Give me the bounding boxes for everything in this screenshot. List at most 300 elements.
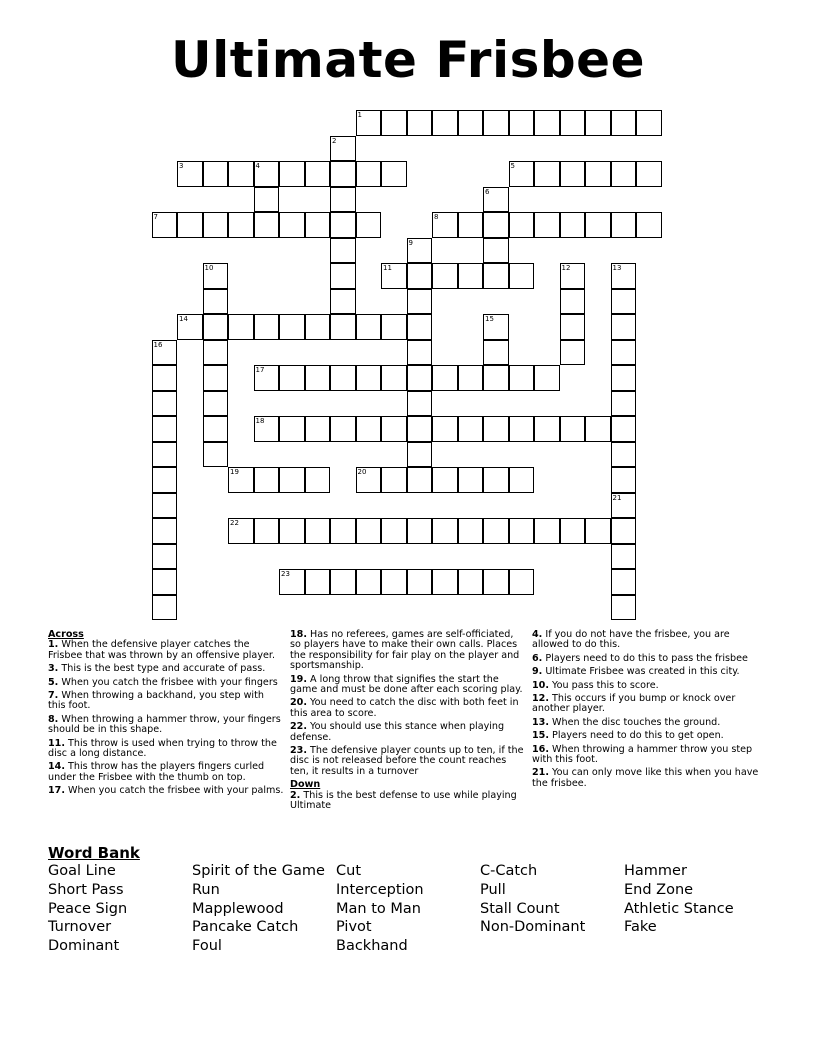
crossword-cell[interactable] bbox=[152, 365, 178, 391]
clue-number-label: 12. bbox=[532, 693, 549, 705]
clue-number: 9 bbox=[408, 238, 413, 247]
clue-number-label: 23. bbox=[290, 745, 307, 757]
clue-item bbox=[48, 762, 284, 783]
crossword-cell[interactable] bbox=[432, 416, 458, 442]
crossword-cell[interactable] bbox=[330, 161, 356, 187]
clue-number: 12 bbox=[561, 264, 571, 272]
crossword-cell[interactable] bbox=[611, 391, 637, 417]
clue-number: 8 bbox=[434, 213, 439, 221]
crossword-cell[interactable] bbox=[636, 161, 662, 187]
crossword-cell[interactable] bbox=[611, 340, 637, 366]
crossword-cell[interactable] bbox=[279, 416, 305, 442]
crossword-cell[interactable] bbox=[177, 212, 203, 238]
crossword-cell[interactable] bbox=[203, 340, 229, 366]
word-bank-word: Peace Sign bbox=[48, 900, 128, 917]
crossword-cell[interactable] bbox=[381, 263, 407, 289]
clue-text: Players need to do this to get open. bbox=[549, 730, 724, 742]
crossword-cell[interactable] bbox=[534, 161, 560, 187]
word-bank-word: Short Pass bbox=[48, 881, 124, 898]
clue-number: 7 bbox=[153, 213, 158, 221]
clue-number: 1 bbox=[357, 111, 362, 119]
crossword-cell[interactable] bbox=[203, 263, 229, 289]
crossword-cell[interactable] bbox=[279, 467, 305, 493]
crossword-cell[interactable] bbox=[330, 289, 356, 315]
crossword-cell[interactable] bbox=[560, 416, 586, 442]
crossword-cell[interactable] bbox=[458, 365, 484, 391]
word-bank-word: Foul bbox=[192, 938, 222, 955]
crossword-cell[interactable] bbox=[432, 518, 458, 544]
crossword-cell[interactable] bbox=[356, 569, 382, 595]
crossword-cell[interactable] bbox=[611, 518, 637, 544]
crossword-cell[interactable] bbox=[254, 212, 280, 238]
clues-column-2 bbox=[290, 630, 525, 815]
crossword-cell[interactable] bbox=[305, 365, 331, 391]
clue-number: 17 bbox=[255, 366, 265, 374]
clue-number: 19 bbox=[230, 468, 239, 476]
crossword-cell[interactable] bbox=[611, 467, 637, 493]
crossword-cell[interactable] bbox=[483, 263, 509, 289]
clue-text: You pass this to score. bbox=[549, 679, 659, 691]
clue-text: When throwing a hammer throw, your fingers should be in this shape. bbox=[48, 713, 281, 736]
word-bank-word: Fake bbox=[624, 919, 657, 936]
crossword-cell[interactable] bbox=[458, 212, 484, 238]
crossword-cell[interactable] bbox=[611, 569, 637, 595]
clue-number-label: 22. bbox=[290, 721, 307, 733]
crossword-cell[interactable] bbox=[407, 442, 433, 468]
crossword-cell[interactable] bbox=[432, 365, 458, 391]
crossword-cell[interactable] bbox=[611, 365, 637, 391]
crossword-cell[interactable] bbox=[381, 110, 407, 136]
crossword-cell[interactable] bbox=[611, 212, 637, 238]
clue-text: This throw is used when trying to throw the disc a long distance. bbox=[48, 737, 277, 760]
crossword-cell[interactable] bbox=[203, 365, 229, 391]
crossword-cell[interactable] bbox=[509, 569, 535, 595]
crossword-cell[interactable] bbox=[534, 416, 560, 442]
word-bank-word: Hammer bbox=[624, 863, 687, 879]
crossword-cell[interactable] bbox=[585, 161, 611, 187]
crossword-cell[interactable] bbox=[432, 467, 458, 493]
clue-number-label: 9. bbox=[532, 666, 543, 678]
clue-number-label: 2. bbox=[290, 789, 301, 801]
crossword-cell[interactable] bbox=[458, 416, 484, 442]
crossword-cell[interactable] bbox=[585, 416, 611, 442]
crossword-cell[interactable] bbox=[305, 314, 331, 340]
clue-item bbox=[290, 791, 525, 812]
word-bank-word: Man to Man bbox=[336, 900, 421, 917]
crossword-cell[interactable] bbox=[407, 416, 433, 442]
crossword-cell[interactable] bbox=[458, 263, 484, 289]
crossword-cell[interactable] bbox=[483, 518, 509, 544]
crossword-cell[interactable] bbox=[611, 263, 637, 289]
crossword-cell[interactable] bbox=[305, 161, 331, 187]
word-bank-column bbox=[192, 862, 325, 956]
crossword-cell[interactable] bbox=[356, 314, 382, 340]
crossword-cell[interactable] bbox=[356, 212, 382, 238]
crossword-cell[interactable] bbox=[203, 442, 229, 468]
crossword-cell[interactable] bbox=[407, 365, 433, 391]
crossword-cell[interactable] bbox=[509, 518, 535, 544]
crossword-cell[interactable] bbox=[560, 263, 586, 289]
crossword-cell[interactable] bbox=[228, 467, 254, 493]
clue-number-label: 3. bbox=[48, 663, 59, 675]
crossword-cell[interactable] bbox=[611, 110, 637, 136]
crossword-cell[interactable] bbox=[458, 110, 484, 136]
crossword-cell[interactable] bbox=[560, 314, 586, 340]
clue-item bbox=[290, 630, 525, 672]
clue-item bbox=[48, 691, 284, 712]
crossword-cell[interactable] bbox=[534, 518, 560, 544]
clue-number: 4 bbox=[255, 162, 260, 170]
crossword-cell[interactable] bbox=[305, 569, 331, 595]
clue-number-label: 7. bbox=[48, 690, 59, 702]
crossword-cell[interactable] bbox=[152, 340, 178, 366]
crossword-cell[interactable] bbox=[432, 110, 458, 136]
crossword-cell[interactable] bbox=[407, 238, 433, 264]
crossword-cell[interactable] bbox=[279, 161, 305, 187]
crossword-cell[interactable] bbox=[560, 110, 586, 136]
crossword-cell[interactable] bbox=[356, 110, 382, 136]
clue-text: This throw has the players fingers curled under the Frisbee with the thumb on top. bbox=[48, 761, 265, 783]
crossword-cell[interactable] bbox=[152, 544, 178, 570]
word-bank-column bbox=[48, 862, 127, 956]
clue-item bbox=[290, 722, 525, 743]
clue-text: You need to catch the disc with both feet in this area to score. bbox=[290, 697, 519, 719]
clue-number: 11 bbox=[383, 264, 392, 272]
clue-number-label: 19. bbox=[290, 673, 307, 685]
crossword-cell[interactable] bbox=[330, 569, 356, 595]
crossword-cell[interactable] bbox=[381, 416, 407, 442]
crossword-cell[interactable] bbox=[509, 365, 535, 391]
crossword-cell[interactable] bbox=[305, 467, 331, 493]
crossword-cell[interactable] bbox=[330, 238, 356, 264]
crossword-cell[interactable] bbox=[483, 365, 509, 391]
clue-number-label: 21. bbox=[532, 767, 549, 779]
crossword-cell[interactable] bbox=[152, 518, 178, 544]
crossword-cell[interactable] bbox=[483, 467, 509, 493]
crossword-cell[interactable] bbox=[254, 314, 280, 340]
clue-item bbox=[290, 675, 525, 696]
word-bank-word: Spirit of the Game bbox=[192, 863, 325, 879]
clue-number: 20 bbox=[357, 468, 367, 476]
crossword-cell[interactable] bbox=[432, 569, 458, 595]
crossword-cell[interactable] bbox=[279, 314, 305, 340]
clue-text: When throwing a hammer throw you step with this foot. bbox=[532, 743, 753, 766]
crossword-cell[interactable] bbox=[330, 314, 356, 340]
crossword-cell[interactable] bbox=[305, 212, 331, 238]
clue-item bbox=[48, 678, 284, 688]
clue-item bbox=[290, 698, 525, 719]
crossword-cell[interactable] bbox=[509, 161, 535, 187]
clue-number: 22 bbox=[230, 519, 239, 527]
clue-number-label: 6. bbox=[532, 652, 543, 664]
word-bank-word: Mapplewood bbox=[192, 900, 284, 917]
clue-number-label: 17. bbox=[48, 785, 65, 797]
crossword-cell[interactable] bbox=[611, 595, 637, 621]
clue-number: 16 bbox=[153, 340, 163, 349]
clue-item bbox=[48, 786, 284, 796]
crossword-cell[interactable] bbox=[152, 391, 178, 417]
crossword-cell[interactable] bbox=[483, 212, 509, 238]
crossword-cell[interactable] bbox=[381, 161, 407, 187]
clue-number-label: 20. bbox=[290, 697, 307, 709]
crossword-cell[interactable] bbox=[585, 518, 611, 544]
word-bank-word: Pivot bbox=[336, 919, 372, 936]
crossword-cell[interactable] bbox=[279, 365, 305, 391]
crossword-cell[interactable] bbox=[228, 314, 254, 340]
crossword-cell[interactable] bbox=[203, 391, 229, 417]
crossword-cell[interactable] bbox=[534, 212, 560, 238]
crossword-cell[interactable] bbox=[483, 340, 509, 366]
crossword-cell[interactable] bbox=[534, 365, 560, 391]
clue-text: You can only move like this when you have the frisbee. bbox=[532, 767, 759, 789]
crossword-cell[interactable] bbox=[407, 569, 433, 595]
word-bank-word: Goal Line bbox=[48, 863, 116, 879]
crossword-cell[interactable] bbox=[356, 518, 382, 544]
clue-item bbox=[48, 664, 284, 674]
clue-number: 13 bbox=[612, 264, 622, 272]
word-bank-word: Backhand bbox=[336, 938, 408, 955]
clue-item bbox=[532, 718, 768, 728]
crossword-cell[interactable] bbox=[560, 518, 586, 544]
crossword-cell[interactable] bbox=[483, 314, 509, 340]
crossword-cell[interactable] bbox=[611, 544, 637, 570]
crossword-cell[interactable] bbox=[330, 365, 356, 391]
crossword-cell[interactable] bbox=[560, 161, 586, 187]
crossword-cell[interactable] bbox=[228, 518, 254, 544]
crossword-cell[interactable] bbox=[407, 467, 433, 493]
crossword-cell[interactable] bbox=[585, 110, 611, 136]
crossword-cell[interactable] bbox=[560, 212, 586, 238]
clue-item bbox=[532, 681, 768, 691]
crossword-cell[interactable] bbox=[636, 212, 662, 238]
crossword-cell[interactable] bbox=[483, 187, 509, 213]
clue-text: When you catch the frisbee with your palms. bbox=[65, 785, 284, 797]
clue-text: This is the best defense to use while playing Ultimate bbox=[290, 789, 517, 812]
clue-text: The defensive player counts up to ten, if the disc is not released before the count reaches ten, it results in a turnover bbox=[290, 745, 524, 777]
crossword-cell[interactable] bbox=[636, 110, 662, 136]
crossword-cell[interactable] bbox=[152, 212, 178, 238]
clue-number: 14 bbox=[179, 315, 188, 323]
crossword-cell[interactable] bbox=[509, 467, 535, 493]
clue-number-label: 15. bbox=[532, 730, 549, 742]
crossword-cell[interactable] bbox=[203, 212, 229, 238]
clue-number: 10 bbox=[204, 264, 214, 272]
crossword-cell[interactable] bbox=[611, 442, 637, 468]
word-bank-word: Non-Dominant bbox=[480, 919, 586, 936]
word-bank-column bbox=[336, 862, 424, 956]
crossword-cell[interactable] bbox=[611, 416, 637, 442]
down-heading: Down bbox=[290, 779, 321, 791]
clue-text: When you catch the frisbee with your fingers bbox=[58, 676, 278, 688]
crossword-cell[interactable] bbox=[407, 263, 433, 289]
crossword-cell[interactable] bbox=[305, 416, 331, 442]
crossword-cell[interactable] bbox=[330, 518, 356, 544]
crossword-cell[interactable] bbox=[254, 416, 280, 442]
crossword-cell[interactable] bbox=[611, 314, 637, 340]
down-clue-list-1 bbox=[290, 791, 525, 812]
crossword-cell[interactable] bbox=[330, 416, 356, 442]
crossword-cell[interactable] bbox=[254, 365, 280, 391]
crossword-cell[interactable] bbox=[177, 161, 203, 187]
crossword-cell[interactable] bbox=[330, 136, 356, 162]
clue-text: A long throw that signifies the start the game and must be done after each scoring play. bbox=[290, 673, 523, 696]
crossword-cell[interactable] bbox=[407, 340, 433, 366]
clue-text: When the disc touches the ground. bbox=[549, 716, 721, 728]
crossword-cell[interactable] bbox=[509, 416, 535, 442]
crossword-cell[interactable] bbox=[305, 518, 331, 544]
crossword-cell[interactable] bbox=[152, 595, 178, 621]
crossword-cell[interactable] bbox=[152, 467, 178, 493]
clue-item bbox=[532, 630, 768, 651]
crossword-cell[interactable] bbox=[330, 212, 356, 238]
down-clue-list-2 bbox=[532, 630, 768, 789]
crossword-cell[interactable] bbox=[534, 110, 560, 136]
word-bank-word: Interception bbox=[336, 881, 424, 898]
clue-text: This is the best type and accurate of pass. bbox=[58, 663, 266, 675]
clue-item bbox=[532, 768, 768, 789]
crossword-cell[interactable] bbox=[356, 416, 382, 442]
crossword-cell[interactable] bbox=[228, 161, 254, 187]
clue-item bbox=[48, 640, 284, 661]
word-bank-word: Dominant bbox=[48, 938, 120, 955]
clue-item bbox=[532, 667, 768, 677]
crossword-cell[interactable] bbox=[254, 161, 280, 187]
clue-text: Players need to do this to pass the frisbee bbox=[542, 652, 748, 664]
crossword-cell[interactable] bbox=[483, 569, 509, 595]
crossword-cell[interactable] bbox=[611, 493, 637, 519]
crossword-cell[interactable] bbox=[330, 187, 356, 213]
clue-item bbox=[48, 739, 284, 760]
crossword-cell[interactable] bbox=[381, 467, 407, 493]
word-bank-title: Word Bank bbox=[48, 844, 140, 862]
clue-number-label: 10. bbox=[532, 679, 549, 691]
clue-item bbox=[532, 654, 768, 664]
crossword-cell[interactable] bbox=[560, 289, 586, 315]
clue-number-label: 13. bbox=[532, 716, 549, 728]
crossword-cell[interactable] bbox=[279, 569, 305, 595]
clue-number-label: 18. bbox=[290, 629, 307, 640]
word-bank-word: Pancake Catch bbox=[192, 919, 299, 936]
crossword-cell[interactable] bbox=[152, 442, 178, 468]
clue-number: 5 bbox=[510, 162, 515, 170]
crossword-cell[interactable] bbox=[458, 569, 484, 595]
crossword-cell[interactable] bbox=[152, 416, 178, 442]
crossword-cell[interactable] bbox=[356, 467, 382, 493]
clue-number-label: 14. bbox=[48, 761, 65, 773]
clue-item bbox=[532, 731, 768, 741]
clue-number: 2 bbox=[332, 136, 337, 145]
clues-column-3 bbox=[532, 630, 768, 792]
word-bank-word: Pull bbox=[480, 881, 506, 898]
crossword-cell[interactable] bbox=[254, 187, 280, 213]
crossword-cell[interactable] bbox=[203, 289, 229, 315]
clue-number: 23 bbox=[281, 570, 290, 578]
crossword-cell[interactable] bbox=[432, 263, 458, 289]
clue-number-label: 1. bbox=[48, 639, 59, 651]
crossword-cell[interactable] bbox=[483, 238, 509, 264]
clue-text: Has no referees, games are self-officiated, so players have to make their own calls. Places the responsibility for fair play on the player and sportsmanship. bbox=[290, 629, 520, 672]
word-bank-word: Run bbox=[192, 881, 220, 898]
clue-item bbox=[532, 694, 768, 715]
crossword-cell[interactable] bbox=[611, 161, 637, 187]
clue-number: 3 bbox=[179, 162, 184, 170]
crossword-cell[interactable] bbox=[177, 314, 203, 340]
crossword-cell[interactable] bbox=[458, 467, 484, 493]
clue-text: You should use this stance when playing defense. bbox=[290, 721, 505, 743]
crossword-cell[interactable] bbox=[407, 289, 433, 315]
crossword-cell[interactable] bbox=[611, 289, 637, 315]
clue-text: This occurs if you bump or knock over another player. bbox=[532, 693, 736, 715]
across-clue-list-1 bbox=[48, 640, 284, 796]
crossword-cell[interactable] bbox=[381, 518, 407, 544]
crossword-cell[interactable] bbox=[203, 416, 229, 442]
crossword-cell[interactable] bbox=[509, 212, 535, 238]
crossword-cell[interactable] bbox=[509, 110, 535, 136]
crossword-cell[interactable] bbox=[432, 212, 458, 238]
word-bank-word: Stall Count bbox=[480, 900, 560, 917]
crossword-cell[interactable] bbox=[407, 391, 433, 417]
crossword-cell[interactable] bbox=[483, 416, 509, 442]
crossword-cell[interactable] bbox=[152, 493, 178, 519]
clue-text: When the defensive player catches the Frisbee that was thrown by an offensive player. bbox=[48, 639, 276, 661]
clue-number-label: 16. bbox=[532, 743, 549, 755]
crossword-cell[interactable] bbox=[356, 161, 382, 187]
word-bank-word: C-Catch bbox=[480, 863, 538, 879]
crossword-cell[interactable] bbox=[509, 263, 535, 289]
word-bank-column bbox=[624, 862, 734, 937]
crossword-cell[interactable] bbox=[458, 518, 484, 544]
word-bank-word: Cut bbox=[336, 863, 361, 879]
clue-number-label: 4. bbox=[532, 629, 543, 640]
word-bank-word: Turnover bbox=[48, 919, 112, 936]
clue-number: 21 bbox=[612, 493, 622, 502]
crossword-cell[interactable] bbox=[483, 110, 509, 136]
clue-number-label: 11. bbox=[48, 737, 65, 749]
page-title: Ultimate Frisbee bbox=[171, 31, 645, 89]
clue-number: 15 bbox=[485, 315, 494, 323]
crossword-cell[interactable] bbox=[356, 365, 382, 391]
clue-item bbox=[290, 746, 525, 777]
crossword-cell[interactable] bbox=[203, 161, 229, 187]
clue-number-label: 8. bbox=[48, 713, 59, 725]
crossword-cell[interactable] bbox=[330, 263, 356, 289]
crossword-cell[interactable] bbox=[560, 340, 586, 366]
crossword-cell[interactable] bbox=[203, 314, 229, 340]
clue-number-label: 5. bbox=[48, 676, 59, 688]
crossword-cell[interactable] bbox=[254, 518, 280, 544]
crossword-cell[interactable] bbox=[381, 569, 407, 595]
crossword-cell[interactable] bbox=[381, 365, 407, 391]
clue-item bbox=[48, 715, 284, 736]
crossword-cell[interactable] bbox=[407, 518, 433, 544]
crossword-cell[interactable] bbox=[254, 467, 280, 493]
crossword-cell[interactable] bbox=[152, 569, 178, 595]
clue-item bbox=[532, 745, 768, 766]
crossword-cell[interactable] bbox=[279, 212, 305, 238]
crossword-cell[interactable] bbox=[407, 110, 433, 136]
across-clue-list-2 bbox=[290, 630, 525, 777]
crossword-cell[interactable] bbox=[407, 314, 433, 340]
word-bank-column bbox=[480, 862, 585, 937]
crossword-cell[interactable] bbox=[381, 314, 407, 340]
crossword-cell[interactable] bbox=[228, 212, 254, 238]
crossword-cell[interactable] bbox=[585, 212, 611, 238]
crossword-cell[interactable] bbox=[279, 518, 305, 544]
clue-text: When throwing a backhand, you step with this foot. bbox=[48, 690, 264, 712]
word-bank-word: Athletic Stance bbox=[624, 900, 734, 917]
word-bank-word: End Zone bbox=[624, 881, 694, 898]
clue-text: If you do not have the frisbee, you are allowed to do this. bbox=[532, 629, 730, 651]
